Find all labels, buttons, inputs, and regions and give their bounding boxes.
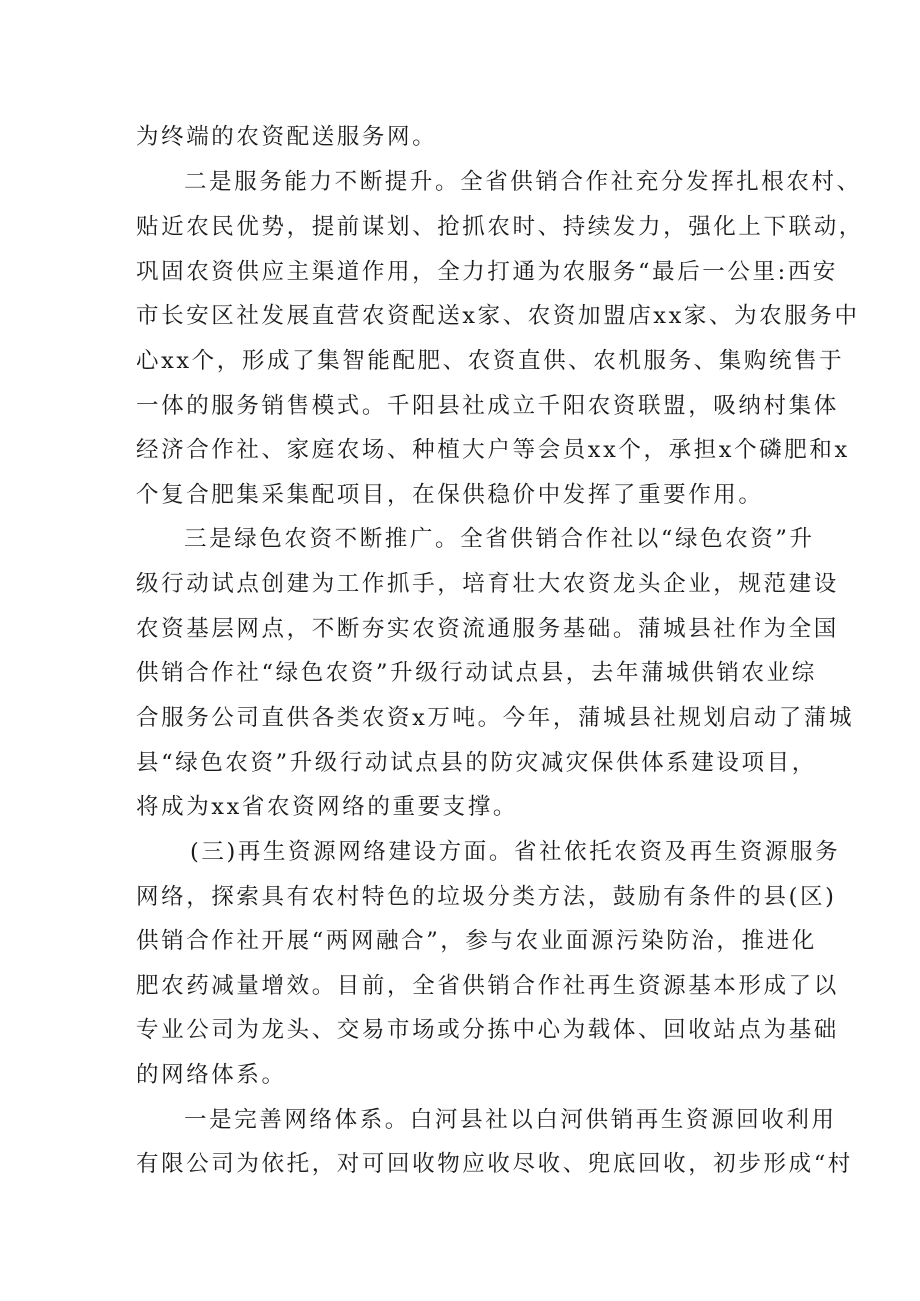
text-line-24: 有限公司为依托，对可回收物应收尽收、兜底回收，初步形成“村: [136, 1151, 853, 1177]
text-line-5: 市长安区社发展直营农资配送x家、农资加盟店xx家、为农服务中: [136, 303, 860, 329]
text-line-16: 将成为xx省农资网络的重要支撑。: [136, 794, 518, 820]
text-line-3: 贴近农民优势，提前谋划、抢抓农时、持续发力，强化上下联动，: [136, 214, 864, 240]
text-line-9: 个复合肥集采集配项目，在保供稳价中发挥了重要作用。: [136, 482, 764, 508]
text-line-20: 肥农药减量增效。目前，全省供销合作社再生资源基本形成了以: [136, 973, 839, 999]
text-line-13: 供销合作社“绿色农资”升级行动试点县，去年蒲城供销农业综: [136, 660, 817, 686]
text-line-11: 级行动试点创建为工作抓手，培育壮大农资龙头企业，规范建设: [136, 571, 839, 597]
text-line-10: 三是绿色农资不断推广。全省供销合作社以“绿色农资”升: [184, 526, 815, 552]
text-line-15: 县“绿色农资”升级行动试点县的防灾减灾保供体系建设项目，: [136, 750, 817, 776]
text-line-7: 一体的服务销售模式。千阳县社成立千阳农资联盟，吸纳村集体: [136, 393, 839, 419]
text-line-12: 农资基层网点，不断夯实农资流通服务基础。蒲城县社作为全国: [136, 616, 839, 642]
text-line-2: 二是服务能力不断提升。全省供销合作社充分发挥扎根农村、: [184, 169, 862, 195]
text-line-17: (三)再生资源网络建设方面。省社依托农资及再生资源服务: [190, 839, 841, 865]
text-line-19: 供销合作社开展“两网融合”，参与农业面源污染防治，推进化: [136, 928, 817, 954]
text-line-22: 的网络体系。: [136, 1062, 287, 1088]
text-line-4: 巩固农资供应主渠道作用，全力打通为农服务“最后一公里:西安: [136, 259, 838, 285]
text-line-23: 一是完善网络体系。白河县社以白河供销再生资源回收利用: [184, 1107, 837, 1133]
text-line-18: 网络，探索具有农村特色的垃圾分类方法，鼓励有条件的县(区): [136, 884, 837, 910]
text-line-1: 为终端的农资配送服务网。: [136, 124, 438, 150]
text-line-21: 专业公司为龙头、交易市场或分拣中心为载体、回收站点为基础: [136, 1017, 839, 1043]
text-line-6: 心xx个，形成了集智能配肥、农资直供、农机服务、集购统售于: [136, 348, 845, 374]
text-line-14: 合服务公司直供各类农资x万吨。今年，蒲城县社规划启动了蒲城: [136, 705, 855, 731]
text-line-8: 经济合作社、家庭农场、种植大户等会员xx个，承担x个磷肥和x: [136, 437, 850, 463]
